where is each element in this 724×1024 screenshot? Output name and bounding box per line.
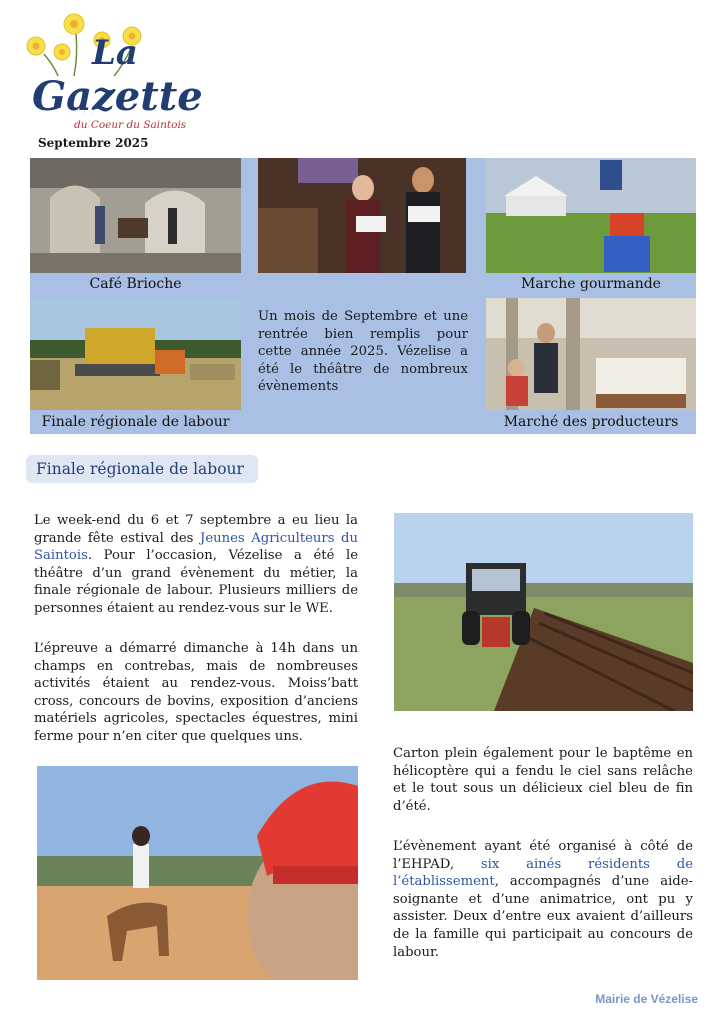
paragraph-3: Carton plein également pour le baptême en hélicoptère qui a fendu le ciel sans relâche et le tout sous un délicieux ciel bleu de fin d’été.	[393, 746, 693, 814]
caption-finale-labour: Finale régionale de labour	[41, 414, 230, 430]
paragraph-2: L’épreuve a démarré dimanche à 14h dans un champs en contrebas, mais de nombreuses activités étaient au rendez-vous. Moiss’batt cross, concours de bovins, exposition d’anciens matériels agricoles, spectacles équestres, mini ferme pour n’en citer que quelques uns.	[34, 641, 358, 744]
photo-labour-machine	[30, 298, 241, 410]
caption-marche-gourmande: Marche gourmande	[521, 276, 661, 292]
link-aines-residents[interactable]: six ainés résidents de l’établissement	[393, 856, 693, 890]
paragraph-1: Le week-end du 6 et 7 septembre a eu lieu la grande fête estival des Jeunes Agriculteurs du Saintois. Pour l’occasion, Vézelise a été le théâtre d’un grand évènement du métier, la finale régionale de labour. Plusieurs milliers de personnes étaient au rendez-vous sur le WE.	[34, 513, 358, 616]
photo-band	[30, 158, 696, 434]
photo-tracteur-labour	[394, 513, 693, 711]
photo-spectacle-equestre	[37, 766, 358, 980]
caption-marche-producteurs: Marché des producteurs	[503, 414, 679, 430]
issue-date: Septembre 2025	[38, 136, 149, 150]
gazette-logo	[14, 6, 224, 136]
photo-marche-gourmande	[486, 158, 696, 273]
photo-marche-producteurs	[486, 298, 696, 410]
svg-text:La: La	[92, 33, 138, 73]
footer-mairie: Mairie de Vézelise	[595, 992, 698, 1006]
photo-singers	[258, 158, 466, 273]
photo-cafe-brioche	[30, 158, 241, 273]
caption-cafe-brioche: Café Brioche	[89, 276, 182, 292]
daffodil-logo-icon	[14, 6, 224, 136]
svg-text:Gazette: Gazette	[32, 73, 203, 120]
link-jeunes-agriculteurs[interactable]: Jeunes Agriculteurs du Saintois	[34, 530, 358, 564]
intro-text: Un mois de Septembre et une rentrée bien remplis pour cette année 2025. Vézelise a été le théâtre de nombreux évènements	[258, 309, 468, 394]
svg-text:du Coeur du Saintois: du Coeur du Saintois	[74, 119, 187, 131]
paragraph-4: L’évènement ayant été organisé à côté de l’EHPAD, six ainés résidents de l’établissement, accompagnés d’une aide-soignante et d’une animatrice, ont pu y assister. Deux d’entre eux avaient d’ailleurs de la famille qui participait au concours de labour.	[393, 839, 693, 960]
section-title: Finale régionale de labour	[26, 455, 258, 483]
